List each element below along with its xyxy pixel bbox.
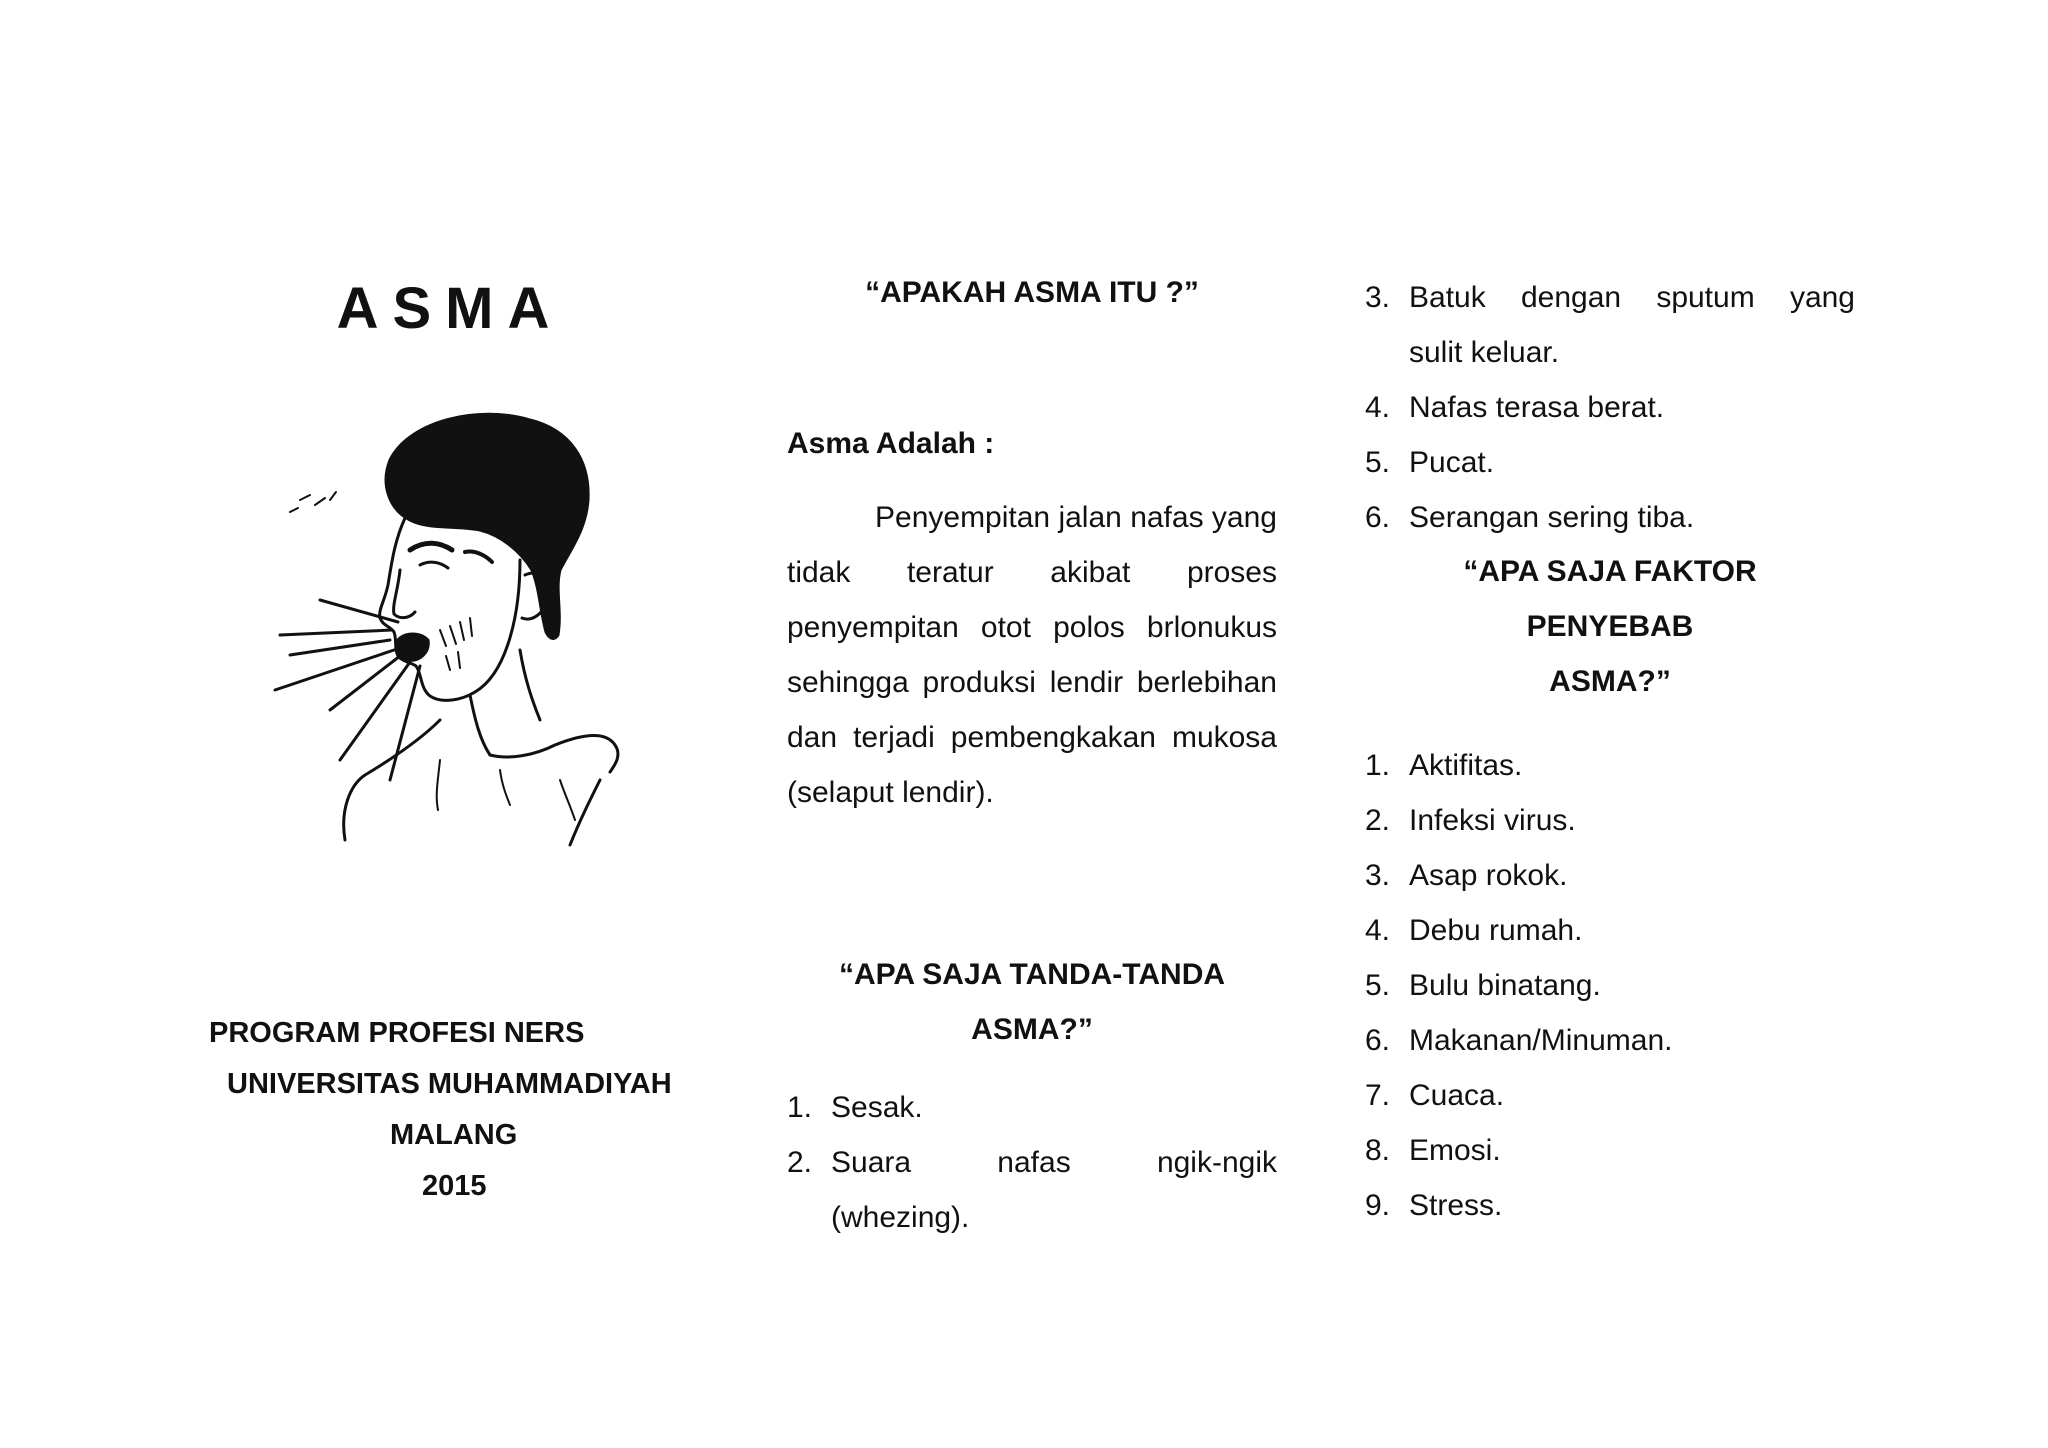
list-item: 1. Sesak. [787, 1091, 923, 1124]
signs-list [787, 1080, 1277, 1245]
footer-university: UNIVERSITAS MUHAMMADIYAH [227, 1068, 672, 1100]
heading-causes-line3: ASMA?” [1549, 665, 1671, 698]
heading-signs-line1: “APA SAJA TANDA-TANDA [838, 958, 1226, 991]
list-item: 2. Suara nafas ngik-ngik (whezing). [787, 1146, 1277, 1234]
list-item: 6. Serangan sering tiba. [1365, 501, 1695, 534]
list-item: 3. Asap rokok. [1365, 859, 1568, 892]
footer-program: PROGRAM PROFESI NERS [209, 1017, 585, 1049]
list-item: 7. Cuaca. [1365, 1079, 1505, 1112]
causes-list [1365, 738, 1855, 1233]
list-item: 9. Stress. [1365, 1189, 1503, 1222]
heading-causes-line2: PENYEBAB [1526, 610, 1694, 643]
signs-list-continued [1365, 270, 1855, 545]
footer-city: MALANG [390, 1119, 518, 1151]
list-item: 6. Makanan/Minuman. [1365, 1024, 1673, 1057]
list-item: 5. Bulu binatang. [1365, 969, 1601, 1002]
heading-signs-line2: ASMA?” [971, 1013, 1093, 1046]
list-item: 4. Nafas terasa berat. [1365, 391, 1665, 424]
definition-paragraph: Penyempitan jalan nafas yang tidak teratur akibat proses penyempitan otot polos brlonukus sehingga produksi lendir berlebihan dan terjadi pembengkakan mukosa (selaput lendir). [787, 501, 1277, 809]
list-item: 2. Infeksi virus. [1365, 804, 1576, 837]
list-item: 4. Debu rumah. [1365, 914, 1583, 947]
coughing-person-illustration [270, 400, 650, 850]
footer-year: 2015 [422, 1170, 487, 1202]
heading-causes-line1: “APA SAJA FAKTOR [1463, 555, 1757, 588]
heading-what-is-asthma: “APAKAH ASMA ITU ?” [865, 276, 1199, 309]
list-item: 3. Batuk dengan sputum yang sulit keluar. [1365, 281, 1855, 369]
list-item: 8. Emosi. [1365, 1134, 1501, 1167]
list-item: 1. Aktifitas. [1365, 749, 1523, 782]
list-item: 5. Pucat. [1365, 446, 1495, 479]
cover-title: ASMA [336, 276, 564, 341]
definition-label: Asma Adalah : [787, 427, 995, 460]
